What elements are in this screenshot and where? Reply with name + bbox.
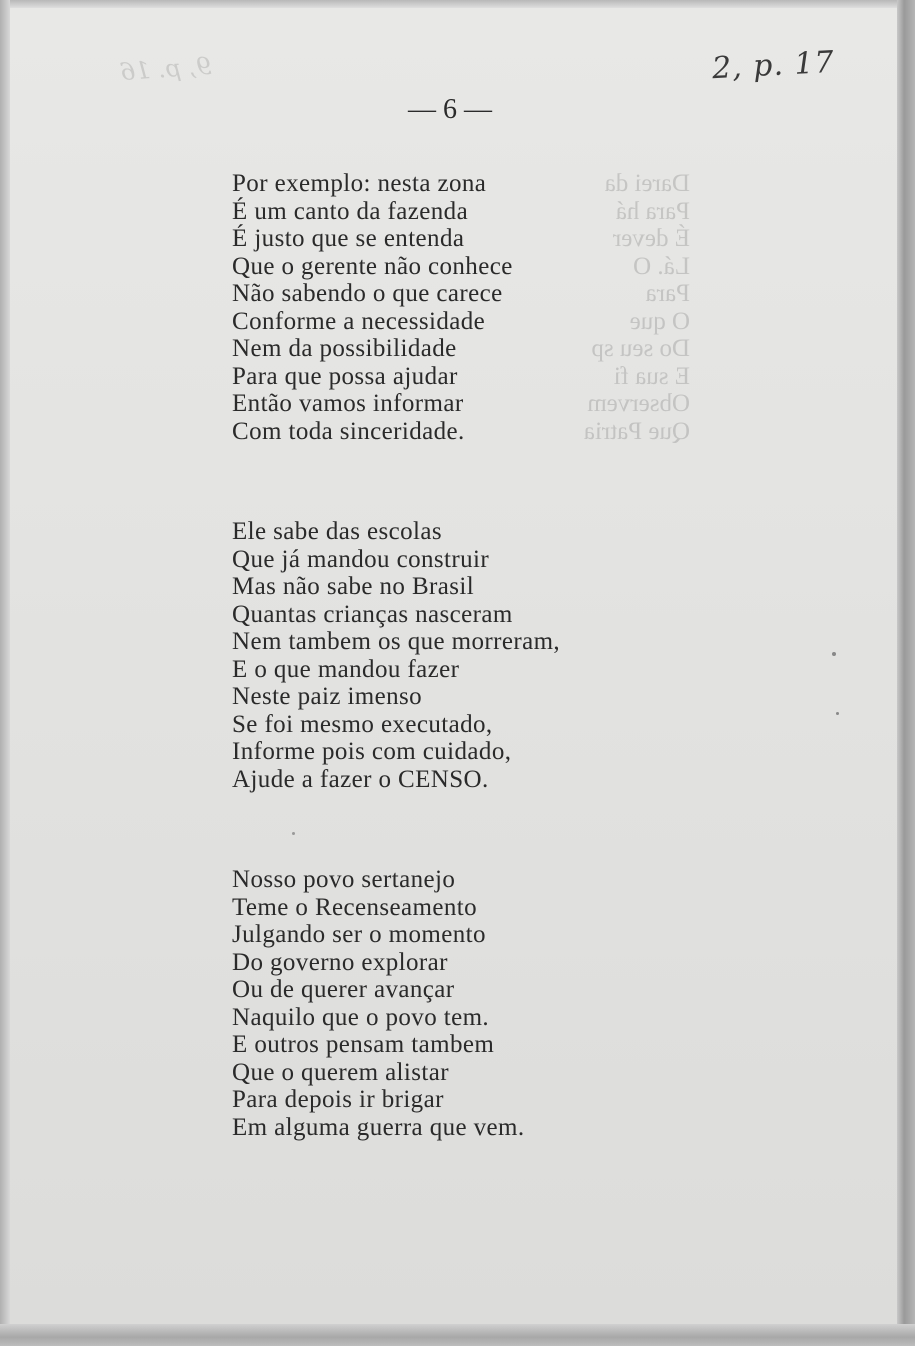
dust-speck <box>292 832 295 835</box>
poem-line: Nem da possibilidade <box>232 335 457 362</box>
poem-line: Por exemplo: nesta zona <box>232 170 487 197</box>
dust-speck <box>832 652 836 656</box>
poem-line: Que já mandou construir <box>232 545 490 573</box>
dust-speck <box>836 712 839 715</box>
page-edge-left <box>0 0 10 1346</box>
poem-line: Julgando ser o momento <box>232 921 486 948</box>
poem-line: Para que possa ajudar <box>232 362 458 390</box>
poem-line: Ele sabe das escolas <box>232 518 443 545</box>
poem-line: Nem tambem os que morreram, <box>232 628 561 655</box>
poem-line: Neste paiz imenso <box>232 683 423 710</box>
bleed-through-handwriting: 9, p. 16 <box>119 51 213 87</box>
bleed-through-text: Darei da Para há É dever Lá. O Para O que Do seu sp E sua fi Observem Que Patria <box>583 170 690 445</box>
poem-line: É justo que se entenda <box>232 225 465 252</box>
handwritten-page-reference: 2, p. 17 <box>711 44 836 87</box>
poem-line: Se foi mesmo executado, <box>232 710 493 738</box>
poem-line: Nosso povo sertanejo <box>232 866 456 893</box>
poem <box>232 170 692 1214</box>
poem-line: É um canto da fazenda <box>232 197 469 225</box>
stanza-1 <box>232 170 692 445</box>
poem-line: Para depois ir brigar <box>232 1086 444 1113</box>
page-edge-right <box>897 0 915 1346</box>
poem-line: Informe pois com cuidado, <box>232 738 512 765</box>
poem-line: Ou de querer avançar <box>232 976 455 1003</box>
poem-line: Então vamos informar <box>232 390 464 417</box>
poem-line: Ajude a fazer o CENSO. <box>232 765 489 793</box>
poem-line: Conforme a necessidade <box>232 307 486 335</box>
stanza-3 <box>232 866 692 1141</box>
page-edge-bottom <box>0 1324 915 1346</box>
poem-line: E outros pensam tambem <box>232 1031 495 1058</box>
page-number: — 6 — <box>408 94 492 125</box>
poem-line: Teme o Recenseamento <box>232 893 478 921</box>
poem-line: Em alguma guerra que vem. <box>232 1113 525 1141</box>
poem-line: Não sabendo o que carece <box>232 280 503 307</box>
stanza-2 <box>232 518 692 793</box>
poem-line: Que o gerente não conhece <box>232 252 513 280</box>
page-edge-top <box>0 0 915 8</box>
poem-line: Naquilo que o povo tem. <box>232 1003 490 1031</box>
poem-line: E o que mandou fazer <box>232 655 460 683</box>
poem-line: Que o querem alistar <box>232 1058 449 1086</box>
poem-line: Com toda sinceridade. <box>232 417 465 445</box>
poem-line: Mas não sabe no Brasil <box>232 573 475 600</box>
poem-line: Quantas crianças nasceram <box>232 600 513 628</box>
poem-line: Do governo explorar <box>232 948 448 976</box>
